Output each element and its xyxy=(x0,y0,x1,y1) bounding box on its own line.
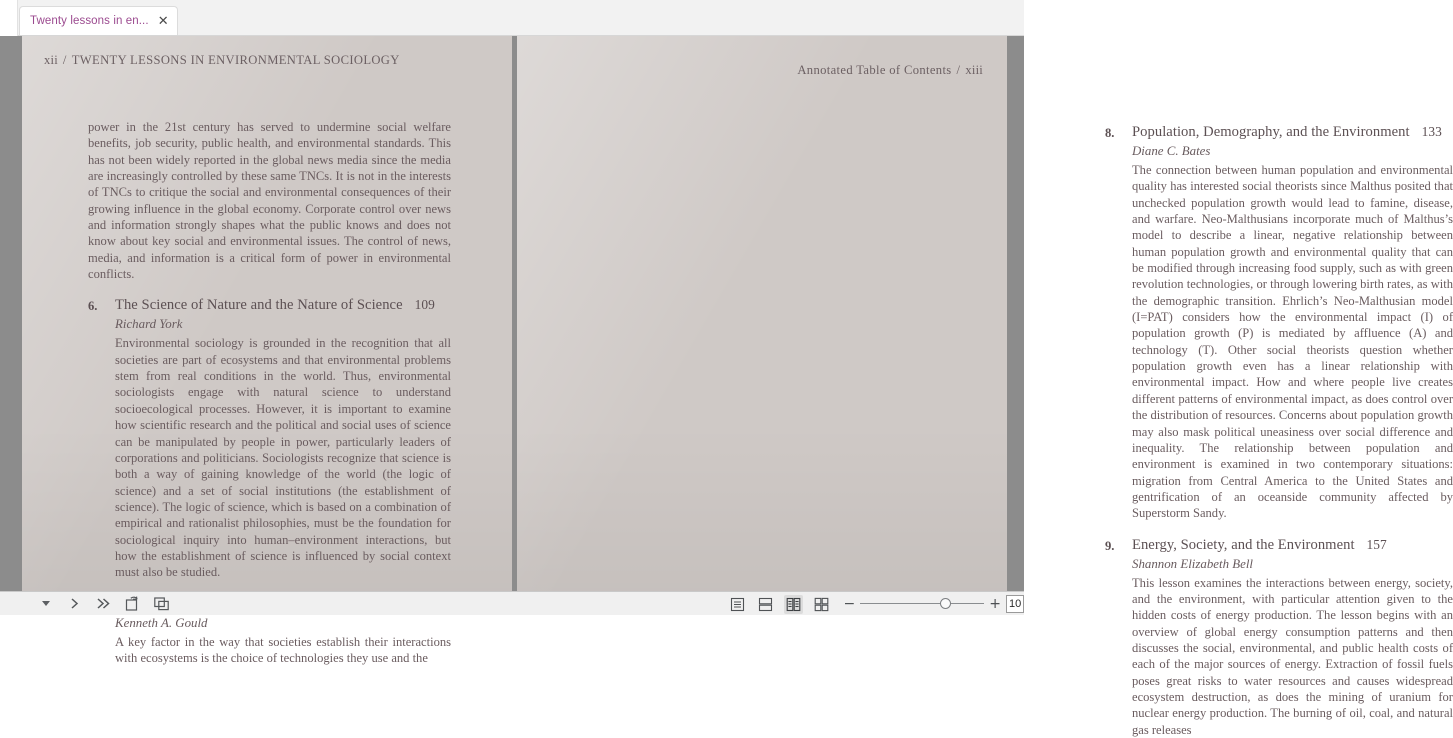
copy-icon[interactable] xyxy=(152,594,171,613)
zoom-slider-rail xyxy=(860,603,984,604)
facing-pages-continuous-icon[interactable] xyxy=(812,595,831,614)
running-head-right xyxy=(797,63,983,78)
left-page-text-column xyxy=(88,119,451,666)
document-tab[interactable] xyxy=(19,6,178,35)
right-page-text-column xyxy=(1105,122,1453,738)
section-title-running-head: Annotated Table of Contents xyxy=(797,63,952,77)
toc-entry-description: Environmental sociology is grounded in the recognition that all societies are part of ecosystems and that environmental problems stem from real conditions in the world. Thus, environmental sociologists engage with natural science to understand socioecological processes. However, it is important to examine how scientific research and the political and social uses of science can be manipulated by people in power, particularly leaders of corporations and politicians. Sociologists recognize that science is both a way of gaining knowledge of the world (the logic of science) and a set of social institutions (the establishment of science). The logic of science, which is based on a combination of empirical and rationalist philosophies, must be the foundation for sociological inquiry into human–environment interactions, but how the establishment of science is influenced by social context must also be studied. xyxy=(115,336,451,580)
toc-entry-author: Richard York xyxy=(115,317,183,332)
double-chevron-right-icon[interactable] xyxy=(94,594,113,613)
bottom-toolbar xyxy=(0,591,1024,615)
toc-entry-page: 133 xyxy=(1421,124,1442,139)
toolbar-view-group xyxy=(728,592,1024,616)
running-head-separator-right: / xyxy=(956,63,961,77)
toc-entry-author: Kenneth A. Gould xyxy=(115,615,208,630)
tab-bar-left-edge xyxy=(0,0,18,36)
close-icon[interactable]: ✕ xyxy=(157,13,169,29)
toc-entry-description: A key factor in the way that societies establish their interactions with ecosystems is the choice of technologies they use and the xyxy=(115,634,451,665)
toc-entry-heading xyxy=(1105,535,1453,556)
toc-entry-heading xyxy=(1105,122,1453,143)
toc-entry-title: The Science of Nature and the Nature of Science xyxy=(115,297,403,314)
continued-paragraph: power in the 21st century has served to undermine social welfare benefits, job security, public health, and environmental standards. This has not been widely reported in the global news media since the media are increasingly controlled by these same TNCs. It is not in the interests of TNCs to critique the social and environmental consequences of their growing influence in the global economy. Corporate control over news and information strongly shapes what the public knows and does not know about key social and environmental issues. The control of news, media, and information is a critical form of power in environmental conflicts. xyxy=(88,120,451,282)
toc-entry-number: 9. xyxy=(1105,538,1115,553)
folio-right: xiii xyxy=(965,63,983,77)
continuous-page-icon[interactable] xyxy=(756,595,775,614)
caret-down-icon[interactable] xyxy=(36,594,55,613)
running-head-left xyxy=(44,53,400,68)
toc-entry-heading xyxy=(88,295,451,316)
book-title-running-head: TWENTY LESSONS IN ENVIRONMENTAL SOCIOLOGY xyxy=(71,53,400,67)
toc-entry-number: 8. xyxy=(1105,126,1115,140)
tab-bar xyxy=(0,0,1024,36)
toc-entry-title-line xyxy=(1132,122,1453,143)
page-left[interactable] xyxy=(22,36,512,665)
zoom-slider[interactable] xyxy=(860,597,984,611)
toc-entry-title: Energy, Society, and the Environment xyxy=(1132,536,1355,553)
toc-entry-title-line xyxy=(1132,535,1453,556)
single-page-icon[interactable] xyxy=(728,595,747,614)
toc-entry-title-line xyxy=(115,295,451,316)
toc-entry[interactable] xyxy=(1105,122,1453,522)
toc-entry-number: 6. xyxy=(88,299,98,314)
toc-entry-author: Diane C. Bates xyxy=(1132,144,1211,158)
toc-entry-description: This lesson examines the interactions between energy, society, and the environment, with particular attention given to the hidden costs of energy production. The lesson begins with an overview of global energy consumption patterns and then discusses the social, environmental, and public health costs of each of the major sources of energy. Extraction of fossil fuels poses great risks to water resources and causes widespread ecosystem destruction, as does the mining of uranium for nuclear energy production. The burning of oil, coal, and natural gas releases xyxy=(1132,575,1453,737)
running-head-separator-left: / xyxy=(62,53,67,67)
document-tab-label: Twenty lessons in en... xyxy=(30,15,149,27)
folio-left: xii xyxy=(44,53,58,67)
zoom-out-button[interactable]: − xyxy=(843,596,856,612)
zoom-slider-thumb[interactable] xyxy=(940,598,951,609)
toc-entry[interactable] xyxy=(1105,535,1453,738)
zoom-value-input[interactable]: 10 xyxy=(1006,595,1024,613)
toc-entry-page: 157 xyxy=(1366,536,1387,552)
toc-entry-description: The connection between human population and environmental quality has interested social theorists since Malthus posited that unchecked population growth would lead to famine, disease, and warfare. Neo-Malthusians incorporate much of Malthus’s model to describe a linear, negative relationship between human population growth and environmental quality that can be modified through increasing food supply, such as with green revolution technologies, or through lowering birth rates, as with the demographic transition. Ehrlich’s Neo-Malthusian model (I=PAT) considers how the environmental impact (I) of population growth (P) is mediated by affluence (A) and technology (T). Other social theorists question whether population growth even has a linear relationship with environmental impact. How and where people live creates different patterns of environmental impact, as does control over the distribution of resources. Concerns about population growth may also mask political uneasiness over social difference and inequality. The relationship between population and environment is examined in two contemporary situations: migration from Central America to the United States and gentrification of an oceanside community affected by Superstorm Sandy. xyxy=(1132,163,1453,521)
toc-entry[interactable] xyxy=(88,295,451,580)
zoom-in-button[interactable]: + xyxy=(989,596,1001,612)
rotate-icon[interactable] xyxy=(123,594,142,613)
zoom-control[interactable] xyxy=(844,595,1024,613)
document-viewer[interactable] xyxy=(0,36,1453,737)
toc-entry-page: 109 xyxy=(414,297,435,313)
toolbar-navigation-group xyxy=(36,594,171,613)
chevron-right-icon[interactable] xyxy=(65,594,84,613)
toc-entry-author: Shannon Elizabeth Bell xyxy=(1132,556,1254,571)
facing-pages-icon[interactable] xyxy=(784,595,803,614)
toc-entry-title: Population, Demography, and the Environment xyxy=(1132,124,1410,140)
